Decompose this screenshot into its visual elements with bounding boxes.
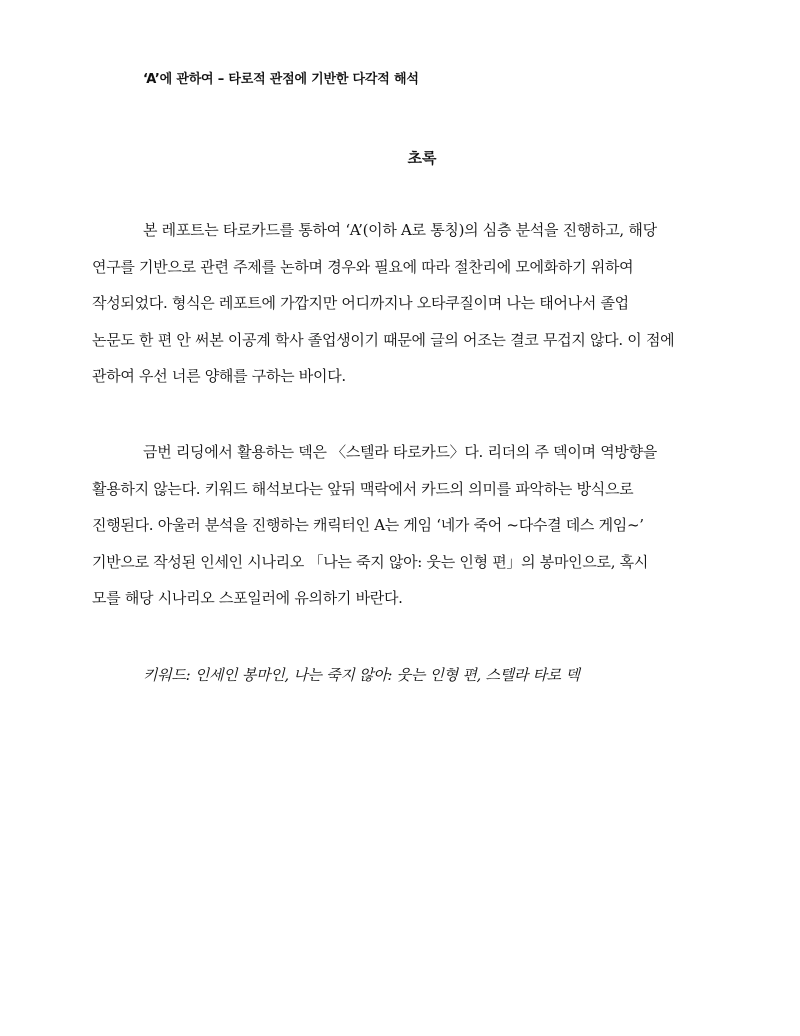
paragraph-line: 관하여 우선 너른 양해를 구하는 바이다. — [92, 367, 346, 385]
paragraph-line: 진행된다. 아울러 분석을 진행하는 캐릭터인 A는 게임 ‘네가 죽어 ~다수결 데스 게임~’ — [92, 516, 644, 534]
abstract-heading: 초록 — [407, 149, 437, 167]
abstract-paragraph — [92, 218, 732, 401]
paragraph-line: 연구를 기반으로 관련 주제를 논하며 경우와 필요에 따라 절찬리에 모에화하기 위하여 — [92, 257, 634, 276]
abstract-paragraph — [92, 440, 732, 623]
document-title: ‘A’에 관하여 – 타로적 관점에 기반한 다각적 해석 — [143, 72, 419, 87]
paragraph-line: 기반으로 작성된 인세인 시나리오 「나는 죽지 않아: 웃는 인형 편」의 봉마인으로, 혹시 — [92, 552, 649, 571]
keywords-line: 키워드: 인세인 봉마인, 나는 죽지 않아: 웃는 인형 편, 스텔라 타로 덱 — [143, 666, 580, 684]
paragraph-line: 본 레포트는 타로카드를 통하여 ‘A’(이하 A로 통칭)의 심층 분석을 진행하고, 해당 — [143, 221, 657, 239]
paragraph-line: 활용하지 않는다. 키워드 해석보다는 앞뒤 맥락에서 카드의 의미를 파악하는 방식으로 — [92, 479, 634, 498]
paragraph-line: 모를 해당 시나리오 스포일러에 유의하기 바란다. — [92, 589, 403, 607]
paragraph-line: 논문도 한 편 안 써본 이공계 학사 졸업생이기 때문에 글의 어조는 결코 무겁지 않다. 이 점에 — [92, 330, 675, 349]
paragraph-line: 작성되었다. 형식은 레포트에 가깝지만 어디까지나 오타쿠질이며 나는 태어나서 졸업 — [92, 294, 629, 312]
paragraph-line: 금번 리딩에서 활용하는 덱은 〈스텔라 타로카드〉다. 리더의 주 덱이며 역방향을 — [143, 443, 657, 461]
